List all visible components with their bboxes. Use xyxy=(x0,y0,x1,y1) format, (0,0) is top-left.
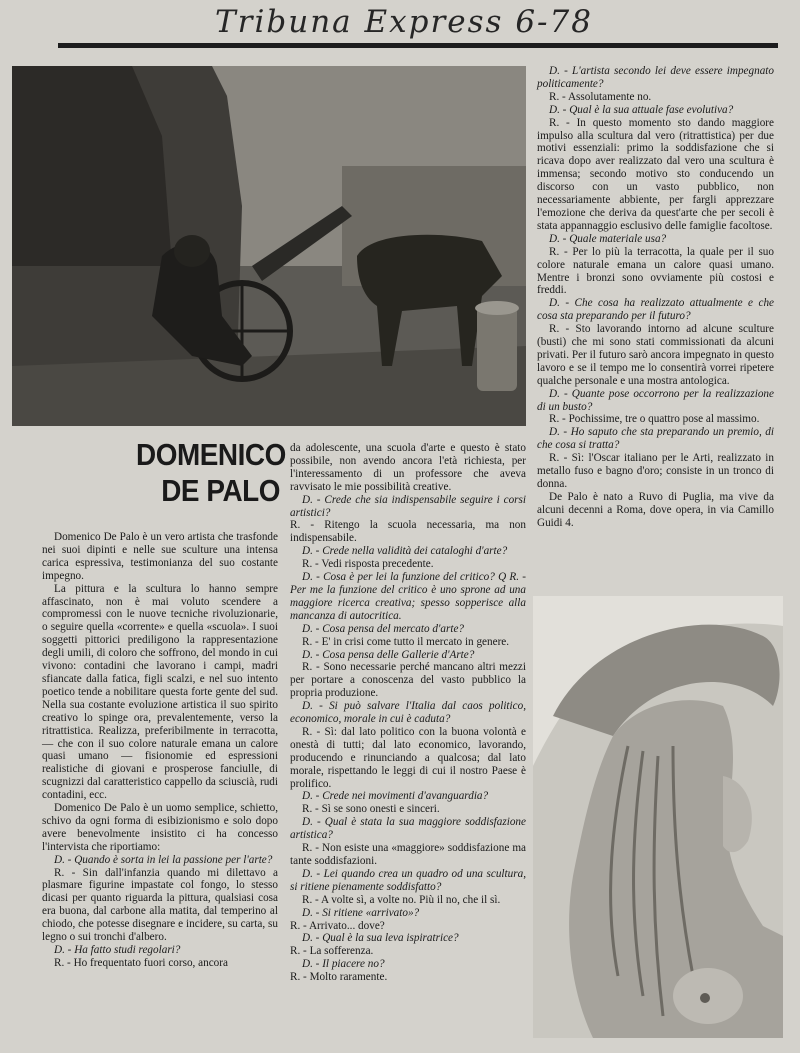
article-paragraph: R. - La sofferenza. xyxy=(290,945,374,958)
article-paragraph: R. - Vedi risposta precedente. xyxy=(302,558,434,571)
handwritten-source-note: Tribuna Express 6-78 xyxy=(215,4,593,40)
interview-question: D. - Quante pose occorrono per la realizzazione di un busto? xyxy=(537,387,774,413)
article-paragraph: R. - Ho frequentato fuori corso, ancora xyxy=(54,956,228,969)
article-paragraph: R. - Sì: dal lato politico con la buona volontà e onestà di tutti; dal lato economico, lavorando, producendo e rinunciando a qualcosa; dal lato morale, rispettando le leggi di cui il nostro Paese è prolifico. xyxy=(290,725,526,790)
article-paragraph: R. - Ritengo la scuola necessaria, ma non indispensabile. xyxy=(290,519,526,545)
painting-photo xyxy=(12,66,526,426)
article-paragraph: R. - Sto lavorando intorno ad alcune sculture (busti) che mi sono stati commissionati da alcuni privati. Per il futuro sarò ancora impegnato in questo lavoro e se il tempo me lo consentirà vorrei ripetere qualche personale e una mostra antologica. xyxy=(537,323,774,387)
interview-question: D. - Crede che sia indispensabile seguire i corsi artistici? xyxy=(290,493,526,519)
interview-question: D. - Qual è la sua leva ispiratrice? xyxy=(302,932,459,945)
article-paragraph: da adolescente, una scuola d'arte e questo è stato possibile, non avendo ancora l'età richiesta, per l'interessamento di un professore che aveva ravvisato le mie possibilità creative. xyxy=(290,442,526,493)
interview-question: D. - Si ritiene «arrivato»? xyxy=(302,906,420,919)
article-column-1 xyxy=(42,531,278,970)
article-paragraph: R. - Sì se sono onesti e sinceri. xyxy=(302,803,440,816)
interview-question: D. - L'artista secondo lei deve essere impegnato politicamente? xyxy=(537,65,774,90)
header-rule xyxy=(58,43,778,48)
interview-question: D. - Crede nella validità dei cataloghi d'arte? xyxy=(302,545,508,558)
article-paragraph: Domenico De Palo è un uomo semplice, schietto, schivo da ogni forma di esibizionismo e solo dopo avere benevolmente insistito ci ha concesso l'intervista che riportiamo: xyxy=(42,802,278,853)
interview-question: D. - Ha fatto studi regolari? xyxy=(54,944,181,956)
interview-question: D. - Lei quando crea un quadro od una scultura, si ritiene pienamente soddisfatto? xyxy=(290,867,526,893)
interview-question: D. - Cosa pensa del mercato d'arte? xyxy=(302,622,464,635)
article-paragraph: R. - Sì: l'Oscar italiano per le Arti, realizzato in metallo fuso e bagno d'oro; consiste in un tronco di donna. xyxy=(537,452,774,490)
article-column-3 xyxy=(537,65,774,530)
article-paragraph: La pittura e la scultura lo hanno sempre affascinato, non è mai voluto scendere a compromessi con le nuove tecniche rivoluzionarie, o seguire quella «corrente» e quella «scuola». I suoi soggetti pittorici prediligono la rappresentazione degli umili, di coloro che soffrono, del mondo in cui vivono: contadini che lavorano i campi, madri sfiancate dalla fatica, figli scalzi, e nel suo intento poetico tende a nobilitare questa forte gente del sud. Nella sua costante evoluzione artistica il suo spirito creativo lo spinge ora, prevalentemente, verso la ritrattistica. Realizza, preferibilmente in terracotta,— che con il suo colore naturale emana un calore quasi umano — fisionomie ed espressioni realistiche di giovani e prosperose fanciulle, di scugnizzi dal caratteristico cappello da sciuscià, rudi contadini, ecc. xyxy=(42,582,278,802)
article-paragraph: R. - Sin dall'infanzia quando mi dilettavo a plasmare figurine impastate col fongo, lo stesso dicasi per quanto riguarda la pittura, qualsiasi cosa era buona, dal carbone alla matita, dal temperino al chiodo, che potesse disegnare e incidere, su carta, su legno o sui tronchi d'albero. xyxy=(42,866,278,944)
article-paragraph: R. - In questo momento sto dando maggiore impulso alla scultura dal vero (ritrattistica) per due motivi essenziali: primo la soddisfazione che si ricava dopo aver realizzato dal vero una scultura è immensa; secondo motivo sto conducendo un discorso con un vasto pubblico, non necessariamente abbiente, per fargli apprezzare l'emozione che deriva da quest'arte che per secoli è stata appannaggio esclusivo delle famiglie facoltose. xyxy=(537,116,774,232)
article-paragraph: R. - A volte sì, a volte no. Più il no, che il sì. xyxy=(302,893,501,906)
article-title xyxy=(136,437,286,509)
interview-question: D. - Crede nei movimenti d'avanguardia? xyxy=(302,790,489,803)
interview-question: D. - Ho saputo che sta preparando un premio, di che cosa si tratta? xyxy=(537,426,774,452)
article-paragraph: R. - Arrivato... dove? xyxy=(290,919,385,932)
interview-question: D. - Si può salvare l'Italia dal caos politico, economico, morale in cui è caduta? xyxy=(290,700,526,726)
article-paragraph: R. - Molto raramente. xyxy=(290,971,388,984)
interview-question: D. - Cosa pensa delle Gallerie d'Arte? xyxy=(302,648,475,661)
article-paragraph: De Palo è nato a Ruvo di Puglia, ma vive da alcuni decenni a Roma, dove opera, in via Camillo Guidi 4. xyxy=(537,490,774,529)
article-paragraph: R. - Per lo più la terracotta, la quale per il suo colore naturale emana un calore quasi umano. Mentre i bronzi sono ovviamente più costosi e freddi. xyxy=(537,245,774,297)
interview-question: D. - Qual è la sua attuale fase evolutiva? xyxy=(549,103,734,116)
title-line-2: DE PALO xyxy=(161,473,280,508)
article-paragraph: R. - Sono necessarie perché mancano altri mezzi per portare a conoscenza del vasto pubblico la propria produzione. xyxy=(290,661,526,700)
interview-question: D. - Il piacere no? xyxy=(302,958,385,971)
article-paragraph: R. - Non esiste una «maggiore» soddisfazione ma tante soddisfazioni. xyxy=(290,842,526,867)
sculpture-photo xyxy=(533,596,783,1038)
title-line-1: DOMENICO xyxy=(136,437,286,472)
article-paragraph: R. - Pochissime, tre o quattro pose al massimo. xyxy=(549,413,760,426)
interview-question: D. - Che cosa ha realizzato attualmente e che cosa sta preparando per il futuro? xyxy=(537,297,774,323)
article-column-2 xyxy=(290,442,526,984)
interview-question: D. - Cosa è per lei la funzione del critico? Q R. - Per me la funzione del critico è uno sprone ad una maggiore ricerca creativa; spesso sopperisce alla mancanza di autocritica. xyxy=(290,571,526,622)
article-paragraph: R. - Assolutamente no. xyxy=(549,90,652,103)
interview-question: D. - Quale materiale usa? xyxy=(549,232,667,245)
interview-question: D. - Quando è sorta in lei la passione per l'arte? xyxy=(54,853,273,866)
article-paragraph: R. - E' in crisi come tutto il mercato in genere. xyxy=(302,635,510,648)
article-paragraph: Domenico De Palo è un vero artista che trasfonde nei suoi dipinti e nelle sue sculture una intensa carica espressiva, testimonianza del suo costante impegno. xyxy=(42,531,278,582)
interview-question: D. - Qual è stata la sua maggiore soddisfazione artistica? xyxy=(290,816,526,842)
